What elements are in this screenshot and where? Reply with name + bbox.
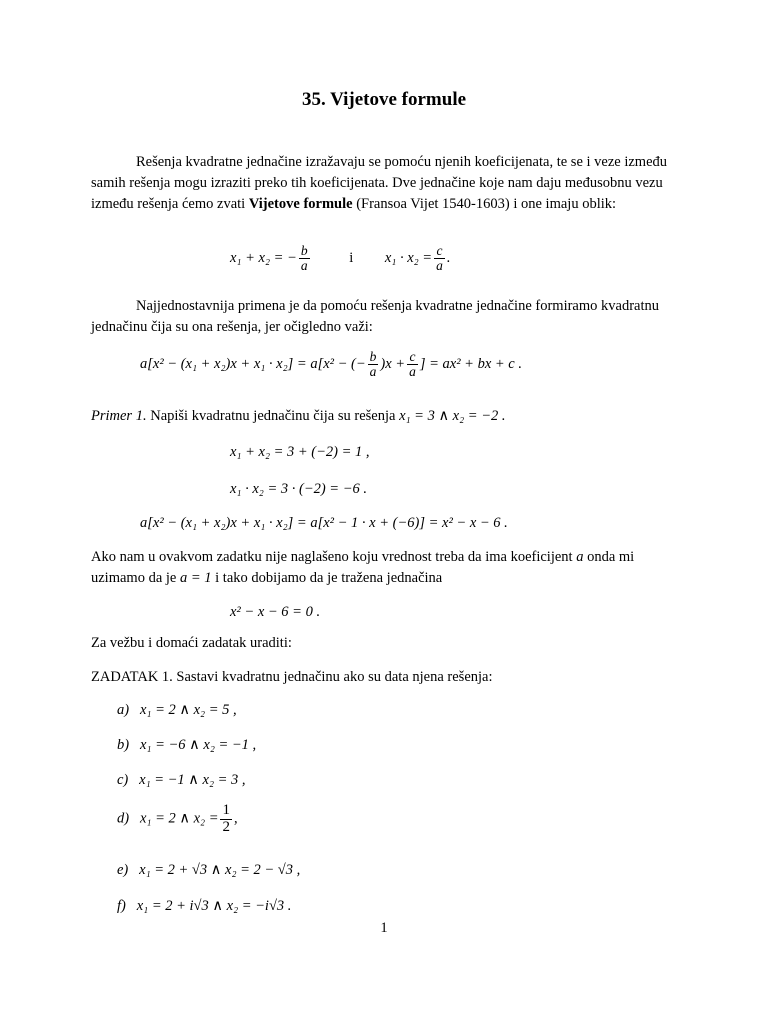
and-word: i	[349, 250, 354, 266]
example-text: Napiši kvadratnu jednačinu čija su rešenja	[150, 408, 396, 424]
fraction-b-over-a: $\frac{b}{a}$	[300, 243, 308, 274]
task-item-f: f) x₁ = 2 + i√3 ∧ x₂ = −i√3 .	[117, 898, 292, 914]
vieta-sum: x₁ + x₂ = −	[230, 250, 297, 266]
task-item-e: e) x₁ = 2 + √3 ∧ x₂ = 2 − √3 ,	[117, 862, 301, 878]
example-sum: x₁ + x₂ = 3 + (−2) = 1 ,	[230, 444, 370, 460]
example-product: x₁ · x₂ = 3 · (−2) = −6 .	[230, 481, 367, 497]
example-label: Primer 1.	[91, 408, 147, 424]
identity-right: ] = ax² + bx + c .	[419, 356, 522, 372]
task-item-b: b) x₁ = −6 ∧ x₂ = −1 ,	[117, 737, 257, 753]
task-heading: ZADATAK 1. Sastavi kvadratnu jednačinu ako su data njena rešenja:	[91, 669, 493, 685]
example-statement	[91, 406, 505, 427]
identity-left: a[x² − (x₁ + x₂)x + x₁ · x₂] = a[x² − (−	[140, 356, 366, 372]
vieta-product: x₁ · x₂ =	[384, 250, 433, 266]
fraction-c-over-a-2: $\frac{c}{a}$	[409, 349, 416, 380]
identity-formula: a[x² − (x₁ + x₂)x + x₁ · x₂] = a[x² − (− $\frac{b}{a}$ )x + $\frac{c}{a}$ ] = ax² + bx + c .	[140, 349, 522, 380]
page-title: 35. Vijetove formule	[301, 89, 467, 110]
third-paragraph: Ako nam u ovakvom zadatku nije naglašeno koju vrednost treba da ima koeficijent a onda mi uzimamo da je a = 1 i tako dobijamo da je tražena jednačina	[91, 549, 635, 587]
example-roots: x₁ = 3 ∧ x₂ = −2 .	[399, 408, 506, 424]
result-equation: x² − x − 6 = 0 .	[230, 604, 321, 620]
intro-text-1: Rešenja kvadratne jednačine izražavaju se pomoću njenih koeficijenata, te se i veze između samih rešenja mogu izraziti preko tih koeficijenata. Dve jednačine koje nam daju međusobnu vezu između rešenja ćemo zvati	[91, 154, 668, 213]
homework-heading: Za vežbu i domaći zadatak uraditi:	[91, 635, 292, 651]
task-item-d: d) x₁ = 2 ∧ x₂ = $\frac{1}{2}$ ,	[117, 802, 238, 835]
fraction-c-over-a: $\frac{c}{a}$	[436, 243, 443, 274]
coefficient-a: a	[576, 549, 584, 565]
vieta-formulas: x₁ + x₂ = − $\frac{b}{a}$ i x₁ · x₂ = $\frac{c}{a}$ .	[230, 243, 451, 274]
fraction-b-over-a-2: $\frac{b}{a}$	[369, 349, 377, 380]
intro-paragraph	[91, 152, 676, 215]
a-equals-one: a = 1	[179, 570, 212, 587]
second-paragraph: Najjednostavnija primena je da pomoću rešenja kvadratne jednačine formiramo kvadratnu jednačinu čija su ona rešenja, jer očigledno važi:	[91, 298, 660, 336]
intro-text-2: (Fransoa Vijet 1540-1603) i one imaju oblik:	[352, 196, 617, 213]
example-equation: a[x² − (x₁ + x₂)x + x₁ · x₂] = a[x² − 1 · x + (−6)] = x² − x − 6 .	[140, 515, 508, 531]
page-number: 1	[380, 920, 388, 936]
intro-bold-term: Vijetove formule	[248, 196, 353, 213]
task-item-a: a) x₁ = 2 ∧ x₂ = 5 ,	[117, 702, 237, 718]
task-item-c: c) x₁ = −1 ∧ x₂ = 3 ,	[117, 772, 246, 788]
fraction-one-half: $\frac{1}{2}$	[222, 802, 230, 835]
